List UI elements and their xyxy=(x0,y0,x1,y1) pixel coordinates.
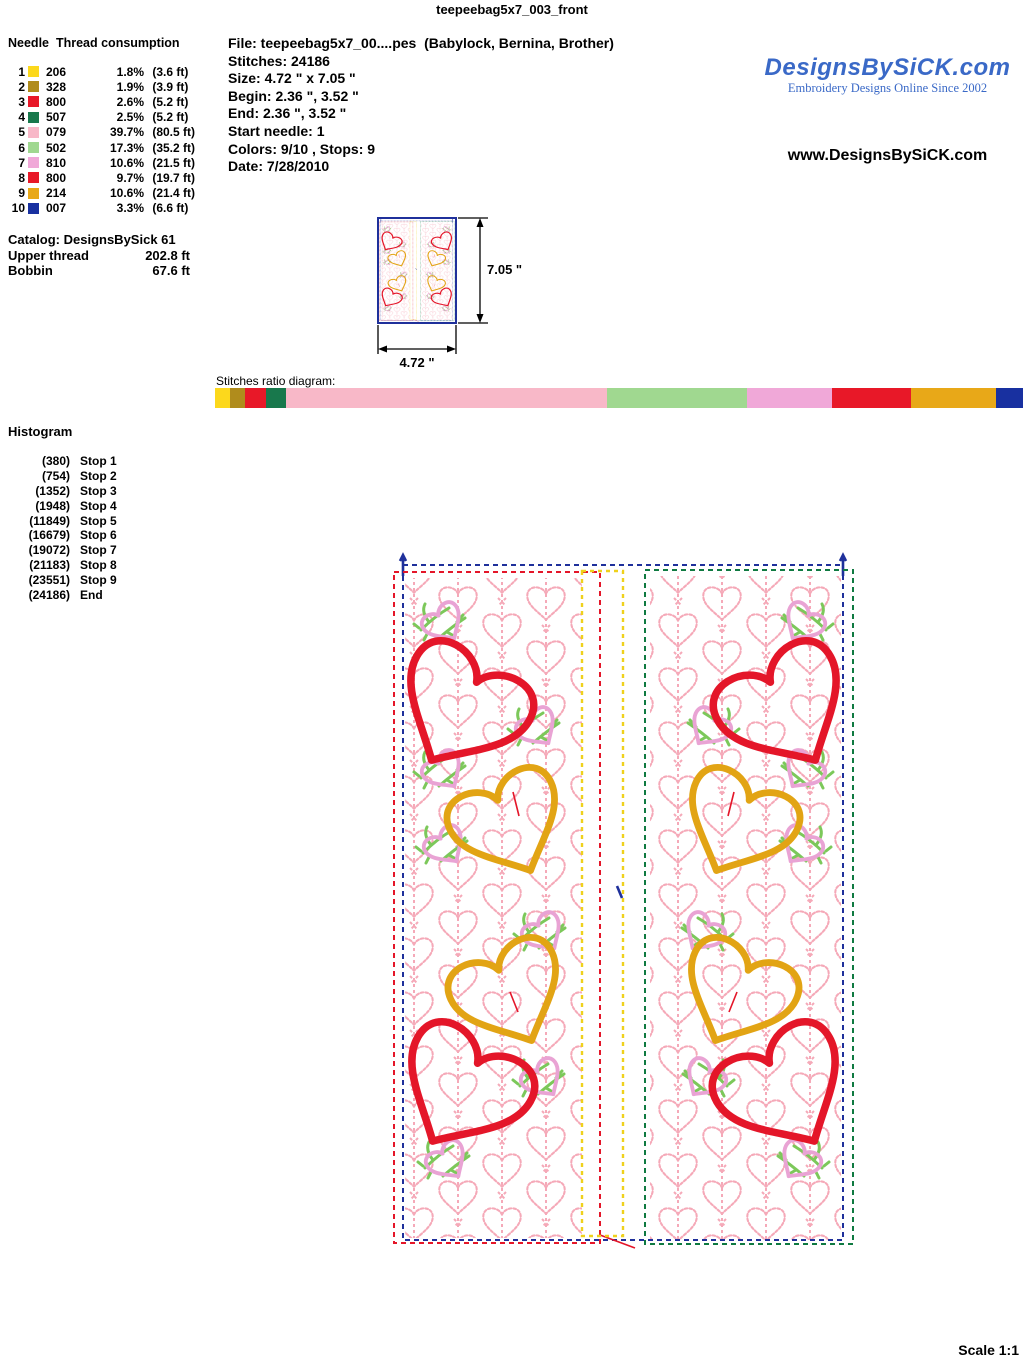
file-info-line: Size: 4.72 " x 7.05 " xyxy=(228,70,356,87)
histogram-row xyxy=(8,573,117,588)
stitch-count: (24186) xyxy=(28,588,70,603)
stitch-count: (11849) xyxy=(29,513,70,528)
histogram-row xyxy=(8,543,117,558)
histogram-rows xyxy=(8,454,117,603)
bobbin-value: 67.6 ft xyxy=(152,263,190,278)
thread-percent: 3.3% xyxy=(116,201,144,216)
thread-percent: 9.7% xyxy=(116,170,144,185)
consumption-column-header: Thread consumption xyxy=(55,36,180,50)
thread-code: 800 xyxy=(46,94,67,109)
thread-code: 007 xyxy=(46,201,67,216)
ratio-segment xyxy=(747,388,833,408)
stop-label: Stop 5 xyxy=(80,513,117,528)
page-title: teepeebag5x7_003_front xyxy=(436,2,588,17)
thread-length: (5.2 ft) xyxy=(149,110,189,125)
thread-code: 328 xyxy=(46,79,67,94)
thread-length: (3.9 ft) xyxy=(149,79,189,94)
upper-thread-label: Upper thread xyxy=(8,247,89,263)
histogram-row xyxy=(8,469,117,484)
website-url: www.DesignsBySiCK.com xyxy=(787,147,988,164)
file-info-line: Colors: 9/10 , Stops: 9 xyxy=(228,140,376,157)
brand-logo xyxy=(755,55,1020,95)
file-info-line: Start needle: 1 xyxy=(228,122,325,139)
thread-code: 214 xyxy=(46,186,67,201)
stop-label: Stop 4 xyxy=(80,498,117,513)
thread-color-swatch xyxy=(28,127,39,138)
file-info-line: Stitches: 24186 xyxy=(228,52,330,69)
thread-color-swatch xyxy=(28,81,39,92)
histogram-row xyxy=(8,454,117,469)
thread-color-swatch xyxy=(28,188,39,199)
catalog-line: Catalog: DesignsBySick 61 xyxy=(8,232,176,247)
needle-column-header: Needle xyxy=(8,36,49,50)
ratio-segment xyxy=(245,388,266,408)
thread-length: (5.2 ft) xyxy=(149,94,189,109)
ratio-segment xyxy=(286,388,607,408)
needle-number: 2 xyxy=(18,79,25,94)
histogram-row xyxy=(8,588,117,603)
needle-table-rows xyxy=(8,64,195,216)
thread-color-swatch xyxy=(28,157,39,168)
thread-code: 206 xyxy=(46,64,67,79)
histogram-title: Histogram xyxy=(8,424,73,439)
file-info-block xyxy=(228,35,614,176)
thread-percent: 1.8% xyxy=(116,64,144,79)
needle-number: 3 xyxy=(18,94,25,109)
ratio-segment xyxy=(832,388,910,408)
thread-length: (3.6 ft) xyxy=(149,64,189,79)
height-label: 7.05 " xyxy=(487,262,523,277)
thread-code: 502 xyxy=(46,140,67,155)
thread-color-swatch xyxy=(28,66,39,77)
thread-code: 079 xyxy=(46,125,67,140)
needle-row xyxy=(8,155,195,170)
stitch-count: (1948) xyxy=(35,498,70,513)
catalog-block xyxy=(8,232,190,279)
needle-number: 1 xyxy=(18,64,25,79)
thread-color-swatch xyxy=(28,172,39,183)
needle-table-header xyxy=(8,36,180,50)
file-info-line: File: teepeebag5x7_00....pes (Babylock, Bernina, Brother) xyxy=(228,35,614,51)
stop-label: Stop 6 xyxy=(80,528,117,543)
bobbin-label: Bobbin xyxy=(8,263,53,278)
needle-number: 8 xyxy=(18,170,25,185)
thumbnail-preview xyxy=(370,206,540,374)
histogram-row xyxy=(8,558,117,573)
stitch-count: (1352) xyxy=(35,483,70,498)
thread-length: (6.6 ft) xyxy=(149,201,189,216)
upper-thread-value: 202.8 ft xyxy=(145,247,190,263)
needle-number: 7 xyxy=(18,155,25,170)
file-info-line: End: 2.36 ", 3.52 " xyxy=(228,105,347,122)
stitch-count: (23551) xyxy=(28,573,70,588)
thread-color-swatch xyxy=(28,142,39,153)
brand-logo-text: DesignsBySiCK.com xyxy=(764,54,1011,81)
file-info-line: Begin: 2.36 ", 3.52 " xyxy=(228,87,359,104)
stitches-ratio-bar xyxy=(215,388,1023,408)
stop-label: Stop 1 xyxy=(80,454,117,468)
stop-label: Stop 7 xyxy=(80,543,117,558)
stitch-count: (754) xyxy=(41,468,70,483)
thread-length: (35.2 ft) xyxy=(149,140,196,155)
thread-length: (80.5 ft) xyxy=(149,125,196,140)
needle-number: 4 xyxy=(18,110,25,125)
stop-label: Stop 8 xyxy=(80,558,117,573)
needle-row xyxy=(8,170,195,185)
thread-percent: 2.6% xyxy=(116,94,144,109)
brand-tagline: Embroidery Designs Online Since 2002 xyxy=(787,81,988,95)
needle-number: 6 xyxy=(18,140,25,155)
needle-row xyxy=(8,201,195,216)
thread-percent: 17.3% xyxy=(109,140,144,155)
file-info-line: Date: 7/28/2010 xyxy=(228,158,330,175)
thread-color-swatch xyxy=(28,203,39,214)
stop-label: Stop 2 xyxy=(80,468,117,483)
thread-percent: 10.6% xyxy=(109,155,144,170)
stop-label: Stop 9 xyxy=(80,573,117,588)
stitch-count: (21183) xyxy=(29,558,70,573)
thread-percent: 10.6% xyxy=(109,186,144,201)
thread-color-swatch xyxy=(28,112,39,123)
stitch-count: (16679) xyxy=(28,528,70,543)
ratio-segment xyxy=(215,388,230,408)
needle-number: 5 xyxy=(18,125,25,140)
thread-code: 507 xyxy=(46,110,67,125)
stitch-count: (380) xyxy=(41,454,70,468)
needle-row xyxy=(8,110,195,125)
needle-row xyxy=(8,94,195,109)
thread-percent: 39.7% xyxy=(109,125,144,140)
scale-label: Scale 1:1 xyxy=(958,1342,1019,1358)
ratio-segment xyxy=(266,388,286,408)
width-label: 4.72 " xyxy=(399,355,435,370)
ratio-segment xyxy=(996,388,1023,408)
thread-code: 810 xyxy=(46,155,67,170)
thread-code: 800 xyxy=(46,170,67,185)
needle-row xyxy=(8,64,195,79)
thread-length: (19.7 ft) xyxy=(149,170,196,185)
thread-length: (21.5 ft) xyxy=(149,155,196,170)
needle-number: 9 xyxy=(18,186,25,201)
thread-percent: 2.5% xyxy=(116,110,144,125)
histogram-row xyxy=(8,514,117,529)
histogram-row xyxy=(8,528,117,543)
stop-label: End xyxy=(80,588,103,603)
stitch-count: (19072) xyxy=(28,543,70,558)
histogram-row xyxy=(8,499,117,514)
height-dimension xyxy=(458,218,522,323)
width-dimension xyxy=(378,325,456,370)
ratio-segment xyxy=(230,388,245,408)
histogram-row xyxy=(8,484,117,499)
ratio-segment xyxy=(911,388,997,408)
thread-percent: 1.9% xyxy=(116,79,144,94)
needle-row xyxy=(8,125,195,140)
thread-length: (21.4 ft) xyxy=(149,186,196,201)
ratio-diagram-label: Stitches ratio diagram: xyxy=(216,374,336,388)
ratio-segment xyxy=(607,388,747,408)
design-preview xyxy=(392,552,858,1252)
stop-label: Stop 3 xyxy=(80,483,117,498)
needle-row xyxy=(8,186,195,201)
needle-row xyxy=(8,79,195,94)
needle-number: 10 xyxy=(11,201,25,216)
needle-row xyxy=(8,140,195,155)
thread-color-swatch xyxy=(28,96,39,107)
